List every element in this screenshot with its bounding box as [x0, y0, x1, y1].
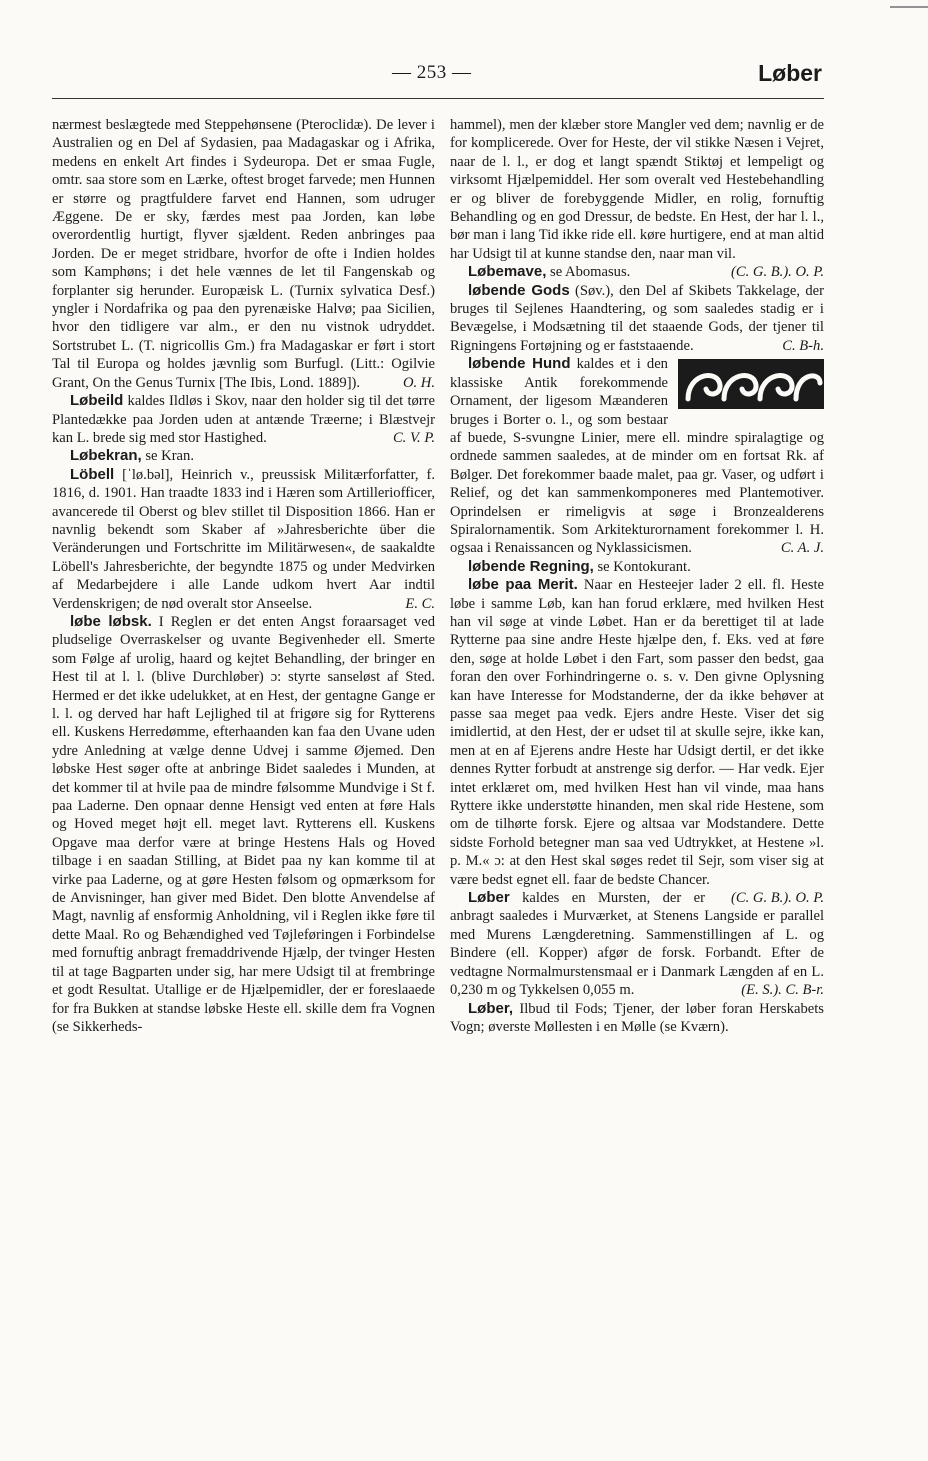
- right-column: [450, 116, 824, 1036]
- entry-loebe-paa-merit: løbe paa Merit. Naar en Hesteejer lader 2 ell. fl. Heste løbe i samme Løb, kan han forud erklære, med hvilken Hest han vil søge at vinde Løbet. Han er da berettiget til at lade Rytterne paa sine andre Heste hjælpe den, f. Eks. ved at føre den, søge at holde Løbet i den Fart, som passer den bedst, gaa foran den over Forhindringerne o. s. v. Den givne Oplysning kan have Interesse for Modstanderne, der da ikke behøver at passe saa meget paa vedk. Ejers andre Heste. Viser det sig imidlertid, at den Hest, der er udset til at skulle sejre, ikke kan, men at en af Ejerens andre Heste har Udsigt dertil, er det ikke dennes Rytter forbudt at anstrenge sig derfor. — Har vedk. Ejer intet erklæret om, med hvilken Hest han vil vinde, maa hans Ryttere ikke understøtte hinanden, men skal ride Hestene, som om de tilhørte forsk. Ejere og altsaa var Modstandere. Dette sidste Forhold betegner man saa ved Udtrykket, at Hestene »l. p. M.« ɔ: at den Hest skal søges redet til Sejr, som viser sig at være bedst egnet ell. faar de bedste Chancer. (C. G. B.). O. P.: [450, 576, 824, 907]
- author-signature: C. B-h.: [782, 337, 824, 354]
- entry-continuation: nærmest beslægtede med Steppehønsene (Pteroclidæ). De lever i Australien og en Del af Sydasien, paa Madagaskar og i Afrika, medens en enkelt Art findes i Sydeuropa. Det er smaa Fugle, omtr. saa store som en Lærke, oftest broget farvede; men Hunnen er større og pragtfuldere farvet end Hannen, som udruger Æggene. De er sky, færdes mest paa Jorden, kan løbe overordentlig hurtigt, flyver sjældent. Reden anbringes paa Jorden. De er meget stridbare, hvorfor de ofte i Indien holdes som Kamphøns; i det hele vænnes de let til Fangenskab og forplanter sig herunder. Europæisk L. (Turnix sylvatica Desf.) yngler i Nordafrika og paa den pyrenæiske Halvø; paa Sicilien, hvor den tidligere var alm., er den nu vistnok udryddet. Sortstrubet L. (T. nigricollis Gm.) fra Madagaskar er ført i stort Tal til Europa og holdes jævnlig som Burfugl. (Litt.: Ogilvie Grant, On the Genus Turnix [The Ibis, Lond. 1889]). O. H.: [52, 117, 435, 391]
- author-signature: E. C.: [405, 595, 435, 612]
- entry-loebe-loebsk: løbe løbsk. I Reglen er det enten Angst foraarsaget ved pludselige Overraskelser og uvante Begivenheder ell. Smerte som Følge af urolig, haard og kejtet Behandling, der bringer en Hest til at l. l. (blive Durchløber) ɔ: styrte sanseløst af Sted. Hermed er det ikke udelukket, at en Hest, der gentagne Gange er l. l. og derved har haft Lejlighed til at frigøre sig for Rytterens ell. Kuskens Herredømme, efterhaanden kan faa den Uvane uden ydre Anledning at vælge denne Udvej i samme Øjemed. Den løbske Hest søger ofte at anbringe Bidet saaledes i Munden, at det kommer til at hvile paa de mindre følsomme Mundvige i St f. paa Laderne. Den opnaar denne Hensigt ved enten at føre Hals og Hoved meget højt ell. meget lavt. Rytterens ell. Kuskens Opgave maa derfor være at bringe Hestens Hals og Hoved tilbage i en saadan Stilling, at Bidet paa ny kan komme til at virke paa Laderne, og at gøre Hesten følsom og opmærksom for de Anvisninger, han giver med Bidet. Den blotte Anvendelse af Magt, navnlig af ensformig Anholdning, vil i Reglen ikke føre til dette Maal. Ro og Behændighed ved Tøjleføringen i Forbindelse med fornuftig anbragt fremaddrivende Hjælp, der tvinger Hesten til at tage Bagparten under sig, har mere Udsigt til at frembringe et godt Resultat. Utallige er de Hjælpemidler, der er foreslaaede for fra Bukken at standse løbske Heste ell. skille dem fra Vognen (se Sikkerheds-: [52, 612, 435, 1035]
- author-signature: C. A. J.: [780, 540, 824, 557]
- entry-loebell: Löbell [ˈlø.bəl], Heinrich v., preussisk Militærforfatter, f. 1816, d. 1901. Han traadte 1833 ind i Hæren som Artilleriofficer, avancerede til Oberst og blev stillet til Disposition 1866. Han er navnlig bekendt som Skaber af »Jahresberichte über die Veränderungen und Fortschritte im Militärwesen«, de saakaldte Löbell's Jahresberichte, der begyndte 1875 og under Medvirken af Medarbejdere i alle Lande udkom hvert Aar indtil Verdenskrigen; de nød overalt stor Anseelse. E. C.: [52, 465, 435, 612]
- entry-loebeild: Løbeild kaldes Ildløs i Skov, naar den holder sig til det tørre Plantedække paa Jorden uden at antænde Træerne; i Blæstvejr kan L. brede sig med stor Hastighed. C. V. P.: [52, 392, 435, 446]
- running-dog-ornament: [678, 359, 824, 409]
- left-column: [52, 116, 435, 1036]
- page-corner-mark: [888, 0, 928, 14]
- headword: Løbemave,: [468, 263, 547, 281]
- headword: løbe løbsk.: [70, 612, 152, 630]
- headword: løbende Hund: [468, 355, 571, 373]
- entry-loebende-hund: løbende Hund kaldes et i den klassiske Antik forekommende Ornament, der ligesom Mæanderen bruges i Borter o. l., og som bestaar af buede, S-svungne Linier, mere ell. mindre spiralagtige og ordnede sammen saaledes, at de minder om en fortsat Rk. af Bølger. Det forekommer baade malet, paa gr. Vaser, og udført i Relief, og det kan sammenkomponeres med Plantemotiver. Oprindelsen er rimeligvis at søge i Bronzealderens Spiralornamentik. Som Arkitekturornament forekommer l. H. ogsaa i Renaissancen og Nyklassicismen. C. A. J.: [450, 355, 824, 557]
- author-signature: O. H.: [402, 374, 435, 391]
- entry-loebende-gods: løbende Gods (Søv.), den Del af Skibets Takkelage, der bruges til Sejlenes Haandtering, og som saaledes stadig er i Bevægelse, i Modsætning til det staaende Gods, der tjener til Rigningens Fortøjning og er faststaaende. C. B-h.: [450, 281, 824, 354]
- headword: løbe paa Merit.: [468, 576, 578, 594]
- headword: løbende Gods: [468, 281, 570, 299]
- headword: Løbekran,: [70, 447, 142, 465]
- author-signature: (C. G. B.). O. P.: [731, 264, 824, 281]
- headword: Löbell: [70, 465, 115, 483]
- entry-loebende-regning: løbende Regning, se Kontokurant.: [468, 557, 691, 575]
- author-signature: (E. S.). C. B-r.: [741, 982, 824, 999]
- header-rule: [52, 98, 824, 99]
- entry-loebekran: Løbekran, se Kran.: [70, 447, 194, 465]
- running-head: Løber: [758, 60, 822, 86]
- headword: Løber,: [468, 999, 514, 1017]
- entry-loeber-ilbud: Løber, Ilbud til Fods; Tjener, der løber foran Herskabets Vogn; øverste Møllesten i en Mølle (se Kværn).: [450, 999, 824, 1035]
- entry-loebemave: Løbemave, se Abomasus.: [468, 263, 631, 281]
- headword: Løbeild: [70, 392, 124, 410]
- entry-continuation: hammel), men der klæber store Mangler ved dem; navnlig er de for komplicerede. Over for Heste, der vil stikke Næsen i Vejret, naar de l. l., er dog et langt spændt Stiktøj et lempeligt og virksomt Hjælpemiddel. Her som overalt ved Hestebehandling er og bliver de forebyggende Midler, en rolig, fornuftig Behandling og en god Dressur, de bedste. En Hest, der har l. l., bør man i lang Tid ikke ride ell. køre hurtigere, end at man altid har Udsigt til at kunne standse den, naar man vil. (C. G. B.). O. P.: [450, 117, 824, 281]
- author-signature: C. V. P.: [392, 429, 435, 446]
- entry-loeber-mursten: Løber kaldes en Mursten, der er anbragt saaledes i Murværket, at Stenens Langside er parallel med Murens Længderetning. Sammenstillingen af L. og Bindere (ell. Kopper) afgør de forsk. Forbandt. Efter de vedtagne Normalmurstensmaal er i Danmark Længden af en L. 0,230 m og Tykkelsen 0,055 m. (E. S.). C. B-r.: [450, 889, 824, 999]
- page-header: [52, 58, 822, 90]
- headword: løbende Regning,: [468, 557, 594, 575]
- headword: Løber: [468, 889, 510, 907]
- page-number: — 253 —: [392, 62, 472, 83]
- author-signature: (C. G. B.). O. P.: [731, 890, 824, 907]
